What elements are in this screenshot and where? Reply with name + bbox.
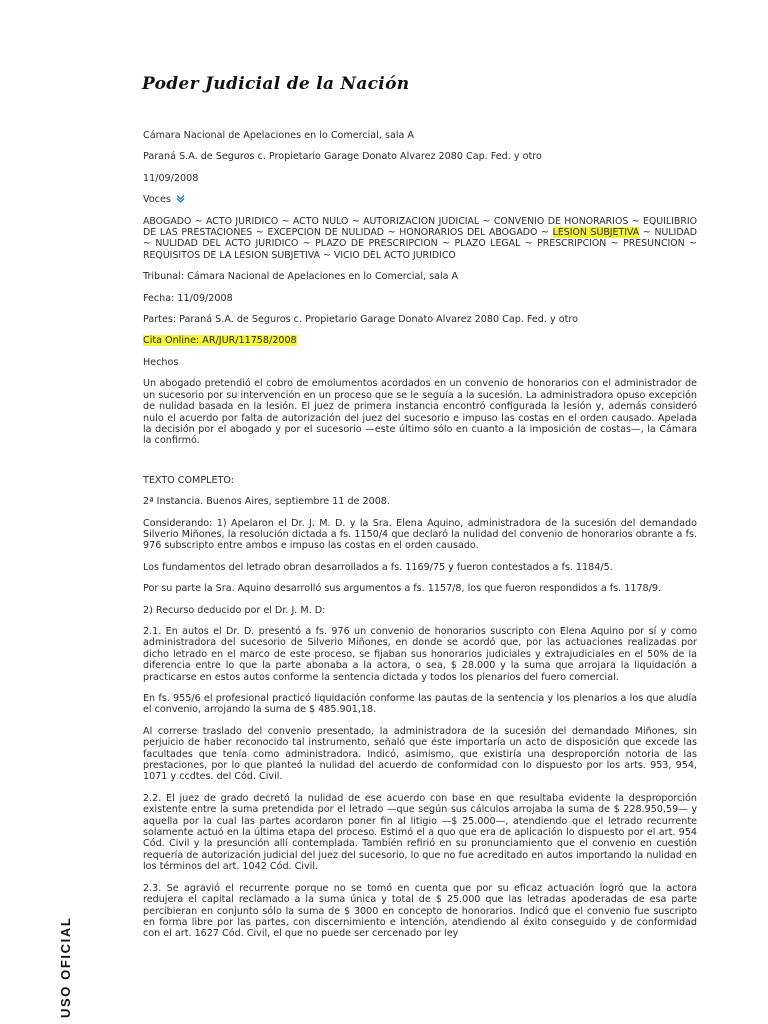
texto-paragraph: Al correrse traslado del convenio presentado, la administradora de la sucesión del demandado Miñones, sin perjuicio de haber reconocido tal instrumento, señaló que éste importaría un acto de disposición que excede las facultades que tenía como administradora. Indicó, asimismo, que existiría una desproporción notoria de las prestaciones, por lo que planteó la nulidad del acuerdo de conformidad con lo dispuesto por los arts. 953, 954, 1071 y ccdtes. del Cód. Civil.	[143, 725, 697, 783]
texto-paragraph: 2.3. Se agravió el recurrente porque no se tomó en cuenta que por su eficaz actuación logró que la actora redujera el capital reclamado a la suma única y total de $ 25.000 que las letradas apoderadas de esa parte percibieran en conjunto sólo la suma de $ 3000 en concepto de honorarios. Indicó que el convenio fue suscripto en forma libre por las partes, con discernimiento e intención, atendiendo al éxito conseguido y de conformidad con el art. 1627 Cód. Civil, el que no puede ser cercenado por ley	[143, 882, 697, 940]
texto-paragraph: 2.2. El juez de grado decretó la nulidad de ese acuerdo con base en que resultaba evidente la desproporción existente entre la suma pretendida por el letrado —que según sus cálculos arrojaba la suma de $ 228.950,59— y aquella por la cual las partes acordaron poner fin al litigio —$ 25.000—, atendiendo que el letrado recurrente solamente actuó en la última etapa del proceso. Estimó el a quo que era de aplicación lo dispuesto por el art. 954 Cód. Civil y la presunción allí contemplada. También refirió en su pronunciamiento que el convenio en cuestión requería de autorización judicial del juez del sucesorio, lo que no fue acreditado en autos importando la nulidad en los términos del art. 1042 Cód. Civil.	[143, 792, 697, 873]
voces-label[interactable]: Voces	[143, 194, 171, 206]
case-line: Paraná S.A. de Seguros c. Propietario Garage Donato Alvarez 2080 Cap. Fed. y otro	[143, 151, 542, 163]
hechos-heading: Hechos	[143, 356, 179, 368]
texto-paragraph: 2ª Instancia. Buenos Aires, septiembre 11 de 2008.	[143, 496, 390, 508]
texto-paragraph: En fs. 955/6 el profesional practicó liquidación conforme las pautas de la sentencia y los plenarios a los que aludía el convenio, arrojando la suma de $ 485.901,18.	[143, 693, 697, 716]
uso-oficial-label: USO OFICIAL	[58, 916, 73, 1018]
keywords-text-after: ~ NULIDAD ~ NULIDAD DEL ACTO JURIDICO ~ PLAZO DE PRESCRIPCION ~ PLAZO LEGAL ~ PRESCRIPCION ~ PRESUNCION ~ REQUISITOS DE LA LESION SUBJETIVA ~ VICIO DEL ACTO JURIDICO	[143, 227, 697, 261]
texto-paragraph: Por su parte la Sra. Aquino desarrolló sus argumentos a fs. 1157/8, los que fueron respondidos a fs. 1178/9.	[143, 583, 662, 595]
texto-paragraph: Considerando: 1) Apelaron el Dr. J. M. D. y la Sra. Elena Aquino, administradora de la sucesión del demandado Silverio Miñones, la resolución dictada a fs. 1150/4 que declaró la nulidad del convenio de honorarios obrante a fs. 976 subscripto entre ambos e impuso las costas en el orden causado.	[143, 517, 697, 552]
tribunal-line: Tribunal: Cámara Nacional de Apelaciones en lo Comercial, sala A	[143, 271, 459, 283]
keywords-text-before: ABOGADO ~ ACTO JURIDICO ~ ACTO NULO ~ AUTORIZACION JUDICIAL ~ CONVENIO DE HONORARIOS ~ EQUILIBRIO DE LAS PRESTACIONES ~ EXCEPCION DE NULIDAD ~ HONORARIOS DEL ABOGADO ~	[143, 215, 697, 239]
court-line: Cámara Nacional de Apelaciones en lo Comercial, sala A	[143, 130, 414, 141]
date-line: 11/09/2008	[143, 172, 199, 184]
hechos-text: Un abogado pretendió el cobro de emolumentos acordados en un convenio de honorarios con el administrador de un sucesorio por su intervención en un proceso que se le seguía a la sucesión. La administradora opuso excepción de nulidad basada en la lesión. El juez de primera instancia encontró configurada la lesión y, además consideró nulo el acuerdo por falta de autorización del juez del sucesorio e impuso las costas en el orden causado. Apelada la decisión por el abogado y por el sucesorio —este último sólo en cuanto a la imposición de costas—, la Cámara la confirmó.	[143, 378, 697, 447]
keywords-list	[143, 216, 697, 262]
texto-paragraph: 2.1. En autos el Dr. D. presentó a fs. 976 un convenio de honorarios suscripto con Elena Aquino por sí y como administradora del sucesorio de Silverio Miñones, en donde se acordó que, por las actuaciones realizadas por dicho letrado en el marco de este proceso, se fijaban sus honorarios judiciales y extrajudiciales en el 50% de la diferencia entre lo que la parte abonaba a la actora, o sea, $ 28.000 y la suma que arrojara la liquidación a practicarse en estos autos conforme la sentencia dictada y todos los plenarios del fuero comercial.	[143, 625, 697, 683]
section-gap	[143, 457, 697, 475]
fecha-line: Fecha: 11/09/2008	[143, 292, 233, 304]
document-body	[143, 130, 697, 950]
voces-toggle[interactable]	[143, 194, 697, 205]
cita-online	[143, 335, 697, 346]
partes-line: Partes: Paraná S.A. de Seguros c. Propietario Garage Donato Alvarez 2080 Cap. Fed. y otro	[143, 314, 578, 326]
page-title: Poder Judicial de la Nación	[142, 74, 410, 94]
chevron-down-icon[interactable]	[176, 194, 185, 203]
texto-paragraph: Los fundamentos del letrado obran desarrollados a fs. 1169/75 y fueron contestados a fs. 1184/5.	[143, 561, 613, 573]
keywords-highlight: LESION SUBJETIVA	[552, 227, 640, 239]
cita-online-text: Cita Online: AR/JUR/11758/2008	[143, 335, 297, 347]
texto-heading: TEXTO COMPLETO:	[143, 474, 234, 486]
texto-paragraph: 2) Recurso deducido por el Dr. J. M. D:	[143, 604, 326, 616]
